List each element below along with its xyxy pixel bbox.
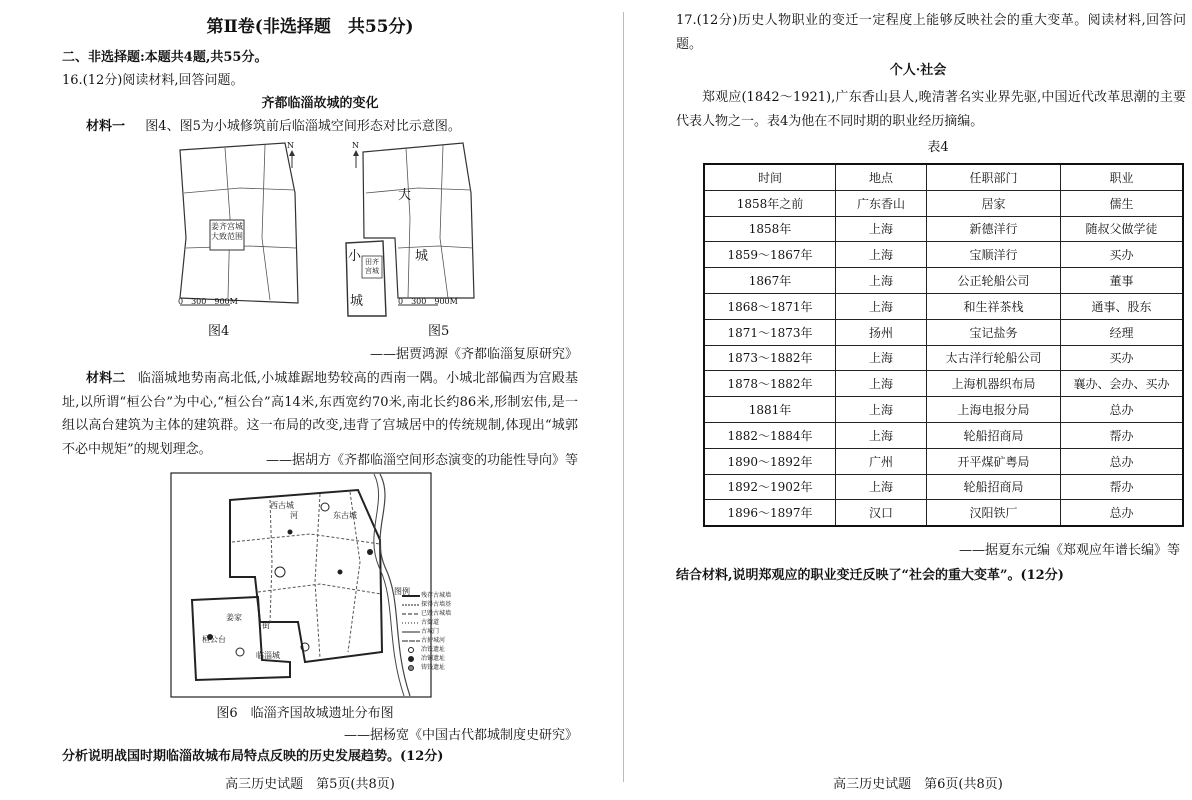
cell-occupation: 董事 xyxy=(1061,268,1184,294)
header-occupation: 职业 xyxy=(1061,164,1184,190)
table-row xyxy=(704,242,1183,268)
cell-time: 1867年 xyxy=(704,268,836,294)
cell-department: 新德洋行 xyxy=(927,216,1061,242)
fig6-linzi-city: 临淄城 xyxy=(256,651,280,660)
fig5-scale: 0 300 900M xyxy=(398,297,458,306)
q17-intro: 郑观应(1842～1921),广东香山县人,晚清著名实业界先驱,中国近代改革思潮的主要代表人物之一。表4为他在不同时期的职业经历摘编。 xyxy=(676,90,1186,129)
cell-place: 上海 xyxy=(836,345,927,371)
figure-4-map xyxy=(170,138,320,318)
table-row xyxy=(704,474,1183,500)
table-row xyxy=(704,293,1183,319)
fig5-big-city-2: 城 xyxy=(415,249,429,264)
page-divider xyxy=(623,12,624,782)
cell-time: 1878～1882年 xyxy=(704,371,836,397)
fig4-caption: 图4 xyxy=(208,324,230,339)
cell-occupation: 总办 xyxy=(1061,500,1184,526)
table-row xyxy=(704,397,1183,423)
cell-occupation: 襄办、会办、买办 xyxy=(1061,371,1184,397)
cell-time: 1882～1884年 xyxy=(704,422,836,448)
fig6-street: 街 xyxy=(262,621,270,630)
cell-department: 宝记盐务 xyxy=(927,319,1061,345)
table-title: 表4 xyxy=(927,140,949,155)
fig5-palace-label: 田齐 宫城 xyxy=(365,258,379,275)
cell-occupation: 随叔父做学徒 xyxy=(1061,216,1184,242)
source-2: ——据胡方《齐都临淄空间形态演变的功能性导向》等 xyxy=(265,453,578,468)
header-department: 任职部门 xyxy=(927,164,1061,190)
cell-time: 1858年之前 xyxy=(704,190,836,216)
header-place: 地点 xyxy=(836,164,927,190)
cell-place: 上海 xyxy=(836,422,927,448)
table-row xyxy=(704,422,1183,448)
material-2: 材料二 临淄城地势南高北低,小城雄踞地势较高的西南一隅。小城北部偏西为宫殿基址,以所谓“桓公台”为中心,“桓公台”高14米,东西宽约70米,南北长约86米,形制宏伟,是一组以高台建筑为主体的建筑群。这一布局的改变,违背了宫城居中的传统规制,体现出“城郭不必中规矩”的规划理念。 xyxy=(62,371,578,457)
fig4-north: N xyxy=(287,141,294,150)
table-row xyxy=(704,371,1183,397)
q16-prompt: 16.(12分)阅读材料,回答问题。 xyxy=(62,73,244,88)
cell-time: 1896～1897年 xyxy=(704,500,836,526)
fig5-big-city-1: 大 xyxy=(398,188,412,203)
cell-department: 上海电报分局 xyxy=(927,397,1061,423)
cell-department: 上海机器织布局 xyxy=(927,371,1061,397)
cell-department: 居家 xyxy=(927,190,1061,216)
table-header-row xyxy=(704,164,1183,190)
fig6-huangong: 桓公台 xyxy=(202,635,226,644)
q17-prompt: 17.(12分)历史人物职业的变迁一定程度上能够反映社会的重大变革。阅读材料,回答问题。 xyxy=(676,13,1186,52)
cell-department: 太古洋行轮船公司 xyxy=(927,345,1061,371)
cell-occupation: 通事、股东 xyxy=(1061,293,1184,319)
q17-title: 个人·社会 xyxy=(889,63,947,78)
source-1: ——据贾鸿源《齐都临淄复原研究》 xyxy=(369,347,578,362)
cell-place: 上海 xyxy=(836,216,927,242)
cell-department: 和生祥茶栈 xyxy=(927,293,1061,319)
fig6-legend: 残存古城墙 探得古墙基 已毁古城墙 古街道 古城门 古护城河 冶铁遗址 冶铜遗址 铸钱遗址 xyxy=(421,592,452,671)
cell-place: 上海 xyxy=(836,242,927,268)
table-row xyxy=(704,268,1183,294)
cell-occupation: 总办 xyxy=(1061,397,1184,423)
table-row xyxy=(704,500,1183,526)
cell-time: 1858年 xyxy=(704,216,836,242)
cell-department: 轮船招商局 xyxy=(927,422,1061,448)
cell-place: 上海 xyxy=(836,397,927,423)
cell-time: 1881年 xyxy=(704,397,836,423)
q16-title: 齐都临淄故城的变化 xyxy=(261,96,379,111)
cell-place: 汉口 xyxy=(836,500,927,526)
cell-department: 轮船招商局 xyxy=(927,474,1061,500)
right-page xyxy=(628,0,1188,800)
table-row xyxy=(704,345,1183,371)
cell-occupation: 总办 xyxy=(1061,448,1184,474)
cell-time: 1868～1871年 xyxy=(704,293,836,319)
cell-place: 上海 xyxy=(836,293,927,319)
cell-time: 1871～1873年 xyxy=(704,319,836,345)
footer-right: 高三历史试题 第6页(共8页) xyxy=(833,777,1003,792)
table-row xyxy=(704,448,1183,474)
cell-department: 公正轮船公司 xyxy=(927,268,1061,294)
cell-occupation: 买办 xyxy=(1061,242,1184,268)
cell-time: 1890～1892年 xyxy=(704,448,836,474)
fig6-caption: 图6 临淄齐国故城遗址分布图 xyxy=(216,706,394,721)
fig5-caption: 图5 xyxy=(428,324,450,339)
cell-occupation: 买办 xyxy=(1061,345,1184,371)
source-3: ——据杨宽《中国古代都城制度史研究》 xyxy=(343,728,578,743)
cell-place: 上海 xyxy=(836,268,927,294)
table-row xyxy=(704,190,1183,216)
volume-title: 第Ⅱ卷(非选择题 共55分) xyxy=(206,17,414,37)
table-row xyxy=(704,216,1183,242)
fig5-small-city-1: 小 xyxy=(348,249,362,264)
cell-occupation: 帮办 xyxy=(1061,422,1184,448)
fig4-box-label: 姜齐宫城 大致范围 xyxy=(211,222,243,241)
material-1-text: 图4、图5为小城修筑前后临淄城空间形态对比示意图。 xyxy=(145,119,461,134)
fig5-small-city-2: 城 xyxy=(350,294,364,309)
q17-question: 结合材料,说明郑观应的职业变迁反映了“社会的重大变革”。(12分) xyxy=(676,568,1064,583)
cell-place: 广州 xyxy=(836,448,927,474)
cell-department: 汉阳铁厂 xyxy=(927,500,1061,526)
table-row xyxy=(704,319,1183,345)
q16-question: 分析说明战国时期临淄故城布局特点反映的历史发展趋势。(12分) xyxy=(62,749,444,764)
cell-place: 广东香山 xyxy=(836,190,927,216)
material-1-label: 材料一 xyxy=(86,119,126,134)
q17-source: ——据夏东元编《郑观应年谱长编》等 xyxy=(958,543,1180,558)
fig6-jiang-family: 姜家 xyxy=(226,613,242,622)
fig6-legend-title: 图例 xyxy=(394,587,410,596)
cell-department: 开平煤矿粤局 xyxy=(927,448,1061,474)
cell-time: 1873～1882年 xyxy=(704,345,836,371)
cell-place: 上海 xyxy=(836,474,927,500)
header-time: 时间 xyxy=(704,164,836,190)
cell-place: 上海 xyxy=(836,371,927,397)
fig4-scale: 0 300 900M xyxy=(178,297,238,306)
footer-left: 高三历史试题 第5页(共8页) xyxy=(225,777,395,792)
cell-place: 扬州 xyxy=(836,319,927,345)
section-heading: 二、非选择题:本题共4题,共55分。 xyxy=(62,50,268,65)
fig6-east-ancient: 东古城 xyxy=(333,511,357,520)
cell-occupation: 帮办 xyxy=(1061,474,1184,500)
figure-6-map xyxy=(170,472,432,698)
cell-time: 1859～1867年 xyxy=(704,242,836,268)
fig6-west-ancient: 西古城 xyxy=(270,501,294,510)
cell-time: 1892～1902年 xyxy=(704,474,836,500)
fig5-north: N xyxy=(352,141,359,150)
career-table xyxy=(703,163,1184,527)
cell-department: 宝顺洋行 xyxy=(927,242,1061,268)
cell-occupation: 经理 xyxy=(1061,319,1184,345)
cell-occupation: 儒生 xyxy=(1061,190,1184,216)
fig6-river: 河 xyxy=(290,511,298,520)
